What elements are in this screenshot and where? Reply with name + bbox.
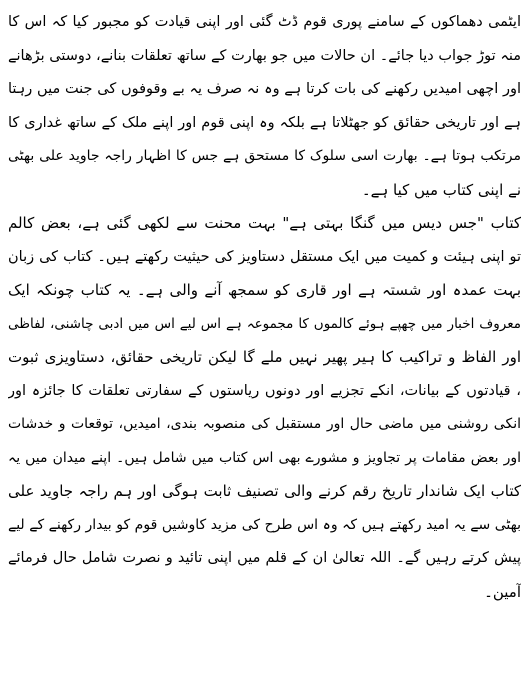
paragraph-2: [8, 207, 521, 609]
text-line: معروف اخبار میں چھپے ہوئے کالموں کا مجموعہ ہے اس لیے اس میں ادبی چاشنی، لفاظی: [8, 315, 521, 332]
text-line: انکی روشنی میں ماضی حال اور مستقبل کی منصوبہ بندی، امیدیں، توقعات و خدشات: [8, 416, 521, 432]
text-line: کتاب ایک شاندار تاریخ رقم کرنے والی تصنیف ثابت ہوگی اور ہم راجہ جاوید علی: [8, 482, 521, 500]
text-line: منہ توڑ جواب دیا جائے۔ ان حالات میں جو بھارت کے ساتھ تعلقات بنانے، دوستی بڑھانے: [8, 47, 521, 64]
text-line: ایٹمی دھماکوں کے سامنے پوری قوم ڈٹ گئی اور اپنی قیادت کو مجبور کیا کہ اس کا: [8, 14, 521, 30]
text-line: کتاب "جس دیس میں گنگا بہتی ہے" بہت محنت سے لکھی گئی ہے، بعض کالم: [8, 214, 521, 232]
text-line: اور بعض مقامات پر تجاویز و مشورے بھی اس کتاب میں شامل ہیں۔ اپنے میدان میں یہ: [8, 449, 521, 466]
text-line: نے اپنی کتاب میں کیا ہے۔: [361, 180, 521, 199]
text-line: اور الفاظ و تراکیب کا ہیر پھیر نہیں ملے گا لیکن تاریخی حقائق، دستاویزی ثبوت: [8, 348, 521, 366]
text-line: اور اچھی امیدیں رکھنے کی بات کرتا ہے وہ نہ صرف یہ بے وقوفوں کی جنت میں رہتا: [8, 81, 521, 97]
body-text: [8, 6, 521, 609]
text-line: بھٹی سے یہ امید رکھتے ہیں کہ وہ اس طرح کی مزید کاوشیں قوم کو بیدار رکھنے کے لیے: [8, 516, 521, 533]
text-line: ، قیادتوں کے بیانات، انکے تجزیے اور دونوں ریاستوں کے سفارتی تعلقات کا جائزہ اور: [8, 382, 521, 399]
text-line: مرتکب ہوتا ہے۔ بھارت اسی سلوک کا مستحق ہے جس کا اظہار راجہ جاوید علی بھٹی: [8, 148, 521, 164]
text-line: آمین۔: [484, 582, 521, 601]
text-line: بہت عمدہ اور شستہ ہے اور قاری کو سمجھ آنے والی ہے۔ یہ کتاب چونکہ ایک: [8, 281, 521, 299]
text-line: پیش کرتے رہیں گے۔ اللہ تعالیٰ ان کے قلم میں اپنی تائید و نصرت شامل حال فرمائے: [8, 550, 521, 566]
text-line: تو اپنی ہیئت و کمیت میں ایک مستقل دستاویز کی حیثیت رکھتے ہیں۔ کتاب کی زبان: [8, 248, 521, 265]
text-line: ہے اور تاریخی حقائق کو جھٹلاتا ہے بلکہ وہ اپنی قوم اور اپنے ملک کے ساتھ غداری کا: [8, 114, 521, 131]
paragraph-1: [8, 6, 521, 207]
